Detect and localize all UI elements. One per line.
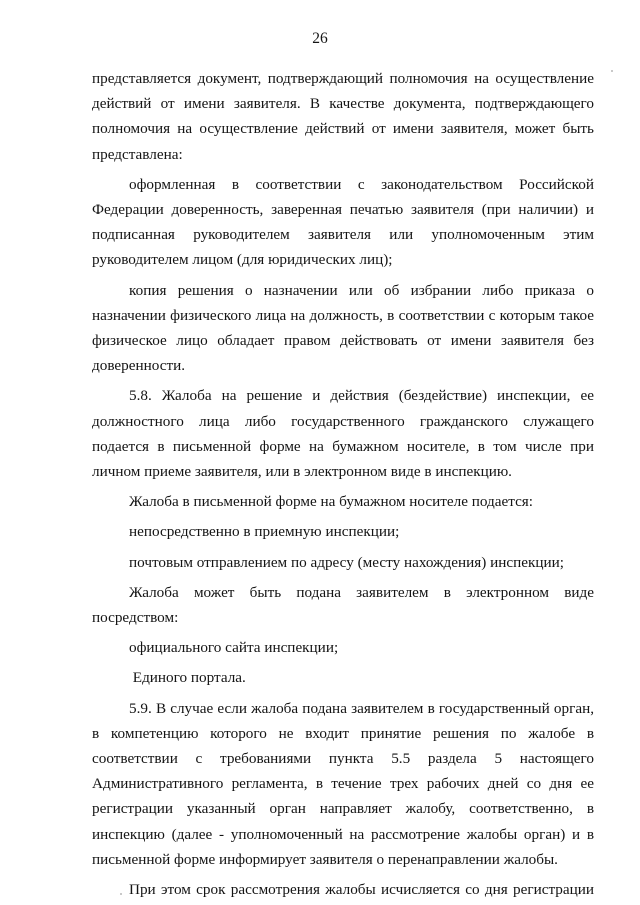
paragraph-power-of-attorney: оформленная в соответствии с законодательством Российской Федерации доверенность, заверенная печатью заявителя (при наличии) и подписанная руководителем заявителя или уполномоченным этим руководителем лицом (для юридических лиц);	[92, 175, 594, 269]
list-item-unified-portal: Единого портала.	[129, 669, 246, 687]
paragraph-electronic-complaint: Жалоба может быть подана заявителем в электронном виде посредством:	[92, 583, 594, 627]
scan-speck	[611, 70, 613, 72]
list-item-reception: непосредственно в приемную инспекции;	[129, 523, 400, 541]
paragraph-section-5-9: 5.9. В случае если жалоба подана заявителем в государственный орган, в компетенцию которого не входит принятие решения по жалобе в соответствии с требованиями пункта 5.5 раздела 5 настоящего Административного регламента, в течение трех рабочих дней со дня ее регистрации указанный орган направляет жалобу, соответственно, в инспекцию (далее - уполномоченный на рассмотрение жалобы орган) и в письменной форме информирует заявителя о перенаправлении жалобы.	[92, 699, 594, 868]
page-number: 26	[312, 30, 328, 47]
paragraph-appointment-copy: копия решения о назначении или об избрании либо приказа о назначении физического лица на должность, в соответствии с которым такое физическое лицо обладает правом действовать от имени заявителя без доверенности.	[92, 281, 594, 375]
list-item-postal: почтовым отправлением по адресу (месту нахождения) инспекции;	[129, 553, 564, 571]
paragraph-review-period: При этом срок рассмотрения жалобы исчисляется со дня регистрации	[129, 881, 594, 899]
list-item-official-site: официального сайта инспекции;	[129, 639, 339, 657]
paragraph-section-5-8: 5.8. Жалоба на решение и действия (бездействие) инспекции, ее должностного лица либо государственного гражданского служащего подается в письменной форме на бумажном носителе, в том числе при личном приеме заявителя, или в электронном виде в инспекцию.	[92, 387, 594, 481]
document-body	[92, 66, 594, 902]
scan-speck	[120, 893, 122, 895]
paragraph-paper-complaint: Жалоба в письменной форме на бумажном носителе подается:	[129, 493, 534, 511]
paragraph-authority-document: представляется документ, подтверждающий полномочия на осуществление действий от имени заявителя. В качестве документа, подтверждающего полномочия на осуществление действий от имени заявителя, может быть представлена:	[92, 70, 594, 163]
